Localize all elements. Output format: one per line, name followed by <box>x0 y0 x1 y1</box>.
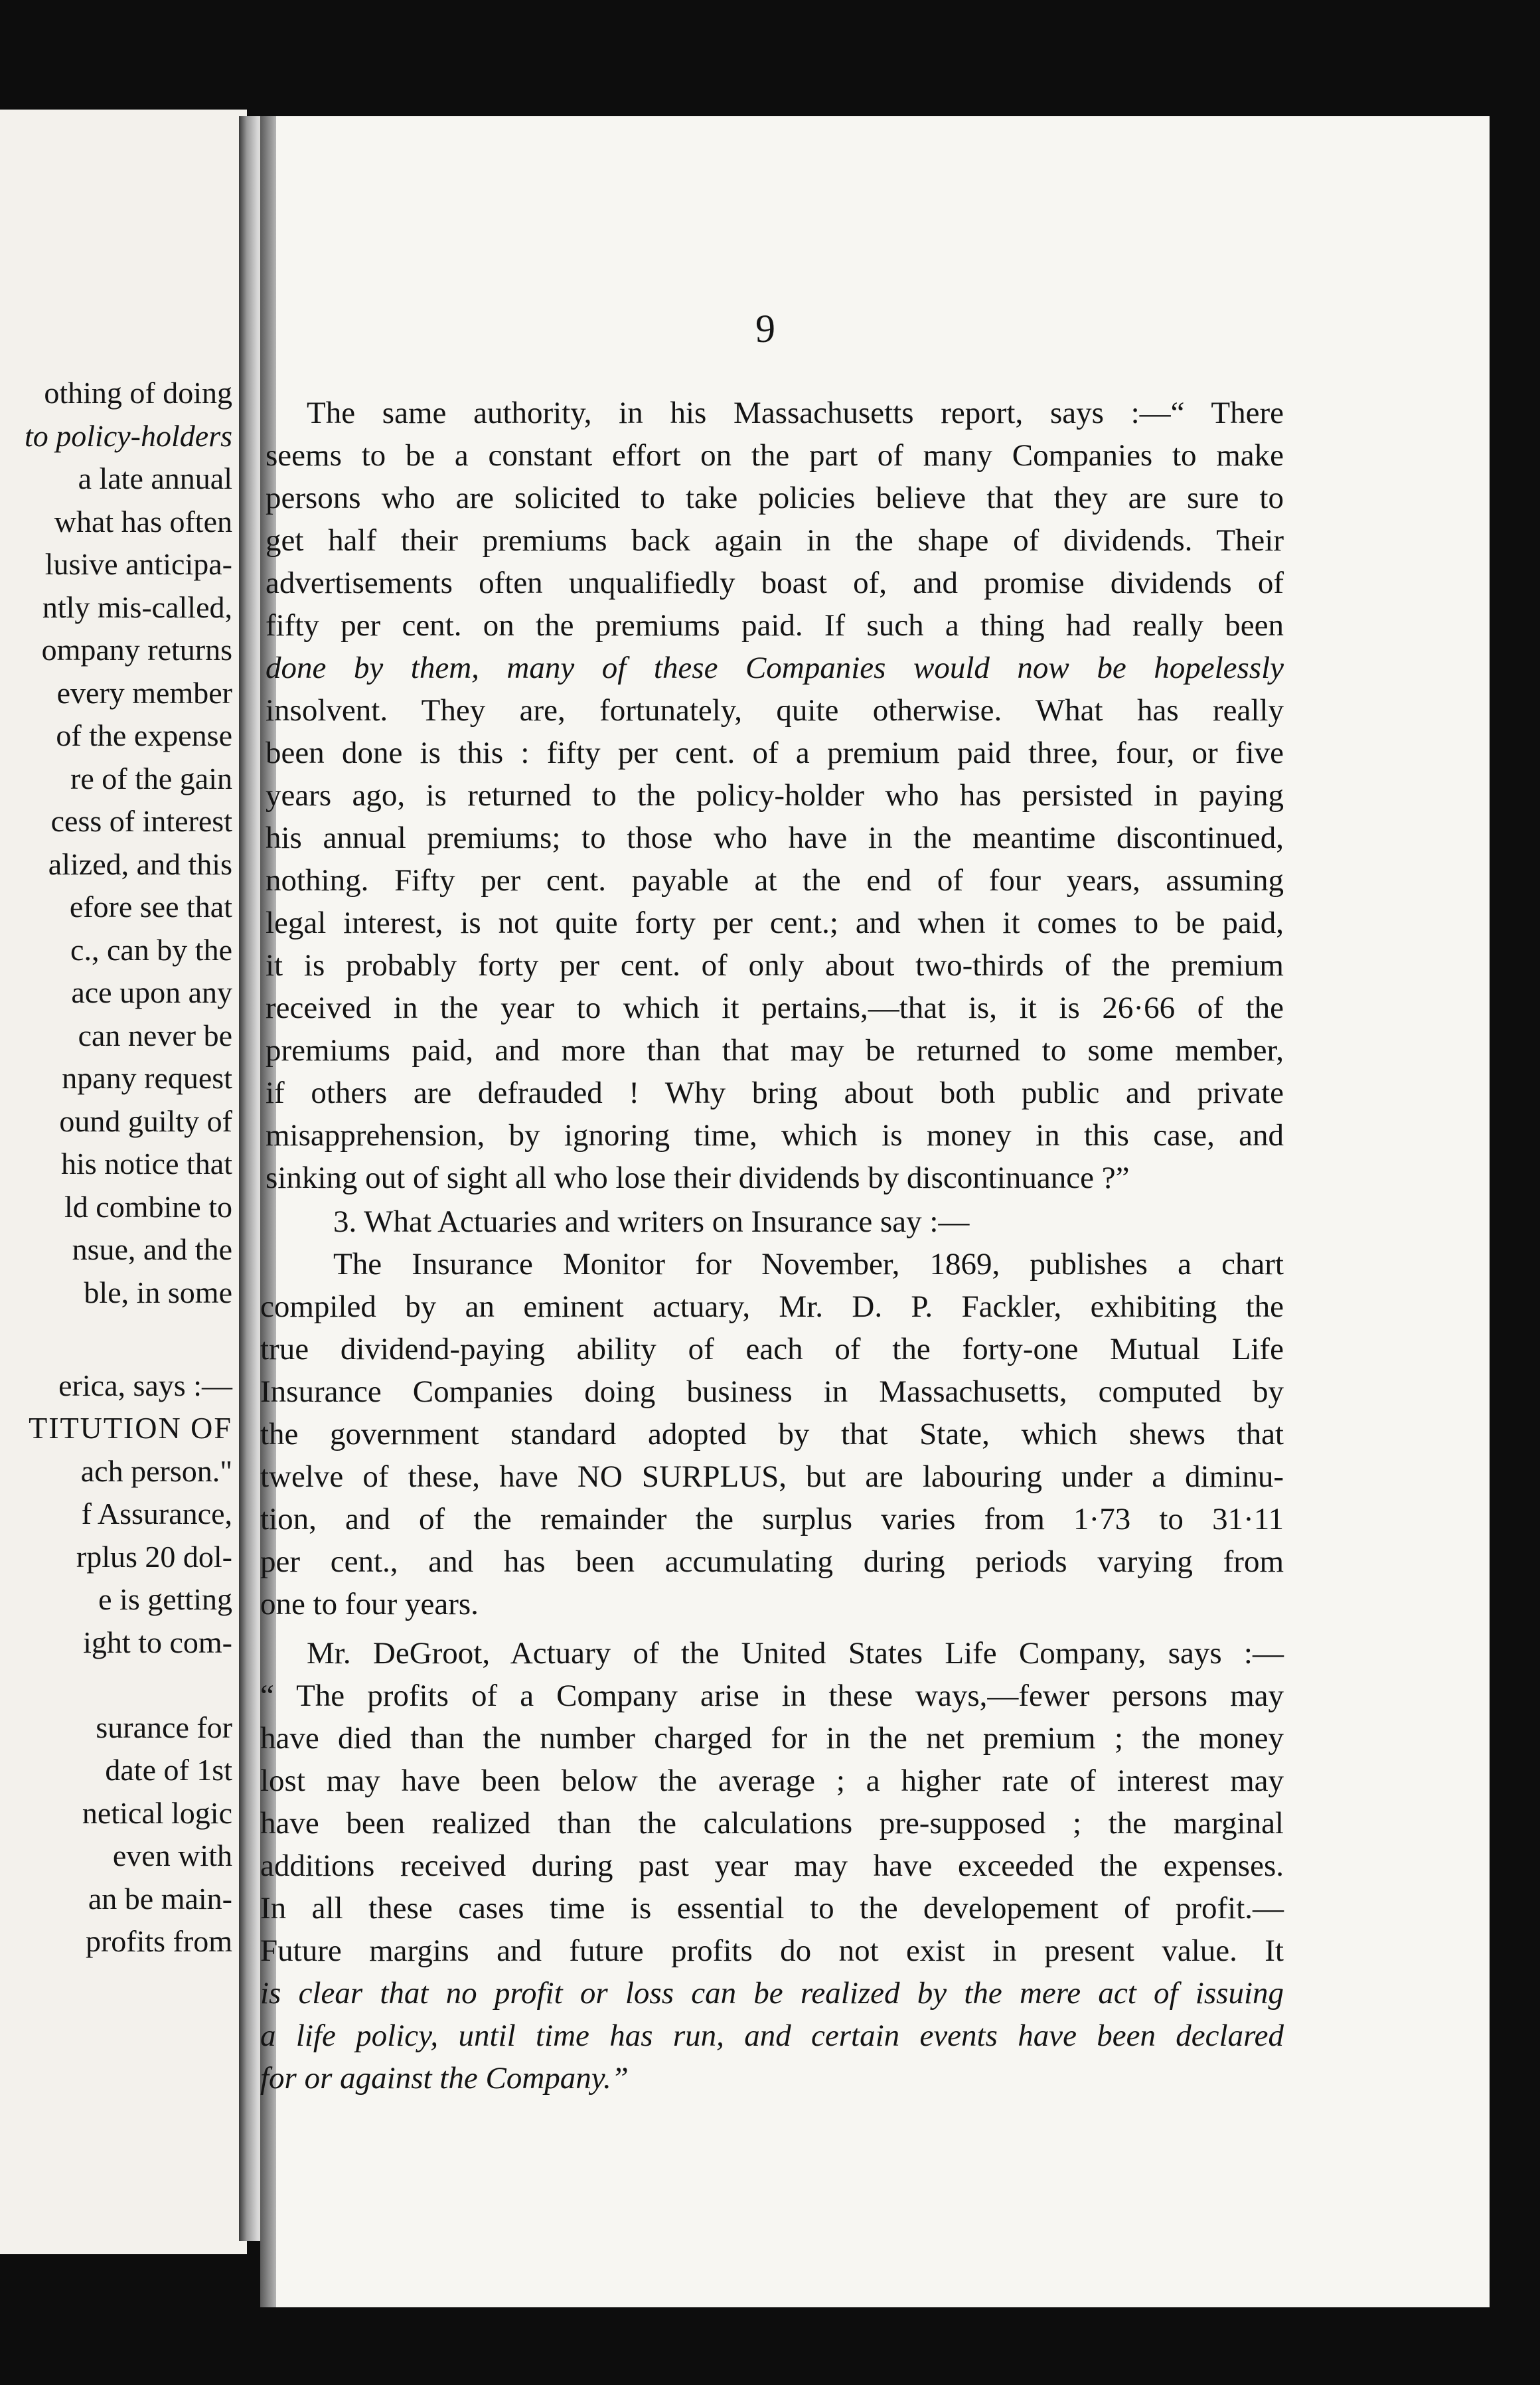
left-line: TITUTION OF <box>29 1411 232 1445</box>
left-line: surance for <box>96 1710 232 1744</box>
text-line: years ago, is returned to the policy-holder who has persisted in paying <box>266 778 1284 813</box>
left-line: ight to com- <box>83 1625 232 1659</box>
text-line: persons who are solicited to take policies believe that they are sure to <box>266 481 1284 515</box>
left-line: othing of doing <box>44 376 232 410</box>
scan-bottom-edge <box>0 2307 1540 2385</box>
left-line: of the expense <box>56 718 232 752</box>
left-line: alized, and this <box>48 847 232 881</box>
text-line: additions received during past year may have exceeded the expenses. <box>260 1849 1284 1883</box>
left-line: can never be <box>78 1018 232 1052</box>
text-line: been done is this : fifty per cent. of a premium paid three, four, or five <box>266 736 1284 770</box>
right-page <box>260 116 1490 2307</box>
text-line: a life policy, until time has run, and certain events have been declared <box>260 2018 1284 2053</box>
left-line: re of the gain <box>70 761 232 795</box>
left-line: his notice that <box>60 1147 232 1181</box>
text-line: one to four years. <box>260 1587 479 1621</box>
text-line: The Insurance Monitor for November, 1869, publishes a chart <box>333 1247 1284 1281</box>
text-line: sinking out of sight all who lose their dividends by discontinuance ?” <box>266 1161 1130 1195</box>
text-line: advertisements often unqualifiedly boast of, and promise dividends of <box>266 566 1284 600</box>
left-line: cess of interest <box>50 804 232 838</box>
left-line: profits from <box>85 1924 232 1958</box>
text-line: lost may have been below the average ; a higher rate of interest may <box>260 1764 1284 1798</box>
left-line: f Assurance, <box>81 1497 232 1530</box>
left-line: rplus 20 dol- <box>76 1539 232 1574</box>
text-line: “ The profits of a Company arise in these ways,—fewer persons may <box>260 1679 1284 1713</box>
text-line: insolvent. They are, fortunately, quite otherwise. What has really <box>266 693 1284 728</box>
text-line: per cent., and has been accumulating during periods varying from <box>260 1544 1284 1579</box>
page-number: 9 <box>755 307 775 351</box>
left-line: ach person." <box>80 1453 232 1488</box>
left-line: ld combine to <box>64 1189 232 1224</box>
text-line: received in the year to which it pertains,—that is, it is 26·66 of the <box>266 991 1284 1025</box>
left-line: what has often <box>54 504 232 538</box>
text-line: Future margins and future profits do not exist in present value. It <box>260 1933 1284 1968</box>
left-line: ntly mis-called, <box>42 590 232 624</box>
text-line: have been realized than the calculations pre-supposed ; the marginal <box>260 1806 1284 1841</box>
text-line: premiums paid, and more than that may be returned to some member, <box>266 1033 1284 1068</box>
left-line: lusive anticipa- <box>44 547 232 581</box>
left-line: to policy-holders <box>25 418 232 453</box>
left-line: even with <box>112 1839 232 1872</box>
text-line: if others are defrauded ! Why bring about both public and private <box>266 1076 1284 1110</box>
left-line: npany request <box>62 1061 232 1095</box>
text-line: compiled by an eminent actuary, Mr. D. P. Fackler, exhibiting the <box>260 1289 1284 1324</box>
text-line: his annual premiums; to those who have in the meantime discontinued, <box>266 821 1284 855</box>
text-line: true dividend-paying ability of each of the forty-one Mutual Life <box>260 1332 1284 1366</box>
text-line: Insurance Companies doing business in Massachusetts, computed by <box>260 1374 1284 1409</box>
text-line: seems to be a constant effort on the part of many Companies to make <box>266 438 1284 473</box>
text-line: legal interest, is not quite forty per cent.; and when it comes to be paid, <box>266 906 1284 940</box>
left-line: nsue, and the <box>72 1232 232 1266</box>
text-line: for or against the Company.” <box>260 2061 629 2096</box>
text-line: have died than the number charged for in the net premium ; the money <box>260 1721 1284 1756</box>
text-line: twelve of these, have NO SURPLUS, but are labouring under a diminu- <box>260 1459 1284 1494</box>
text-line: it is probably forty per cent. of only about two-thirds of the premium <box>266 948 1284 983</box>
text-line: misapprehension, by ignoring time, which is money in this case, and <box>266 1118 1284 1153</box>
left-page-fragment <box>0 110 247 2254</box>
text-line: fifty per cent. on the premiums paid. If such a thing had really been <box>266 608 1284 643</box>
text-line: get half their premiums back again in the shape of dividends. Their <box>266 523 1284 558</box>
body-text <box>260 116 1490 2307</box>
text-line: the government standard adopted by that State, which shews that <box>260 1417 1284 1451</box>
left-line: ble, in some <box>84 1275 232 1309</box>
left-line: a late annual <box>78 461 232 495</box>
left-line: date of 1st <box>105 1753 232 1787</box>
left-line: efore see that <box>69 890 232 924</box>
text-line: done by them, many of these Companies would now be hopelessly <box>266 651 1284 685</box>
left-line: ound guilty of <box>59 1104 232 1138</box>
left-line: ompany returns <box>41 633 232 667</box>
text-line: is clear that no profit or loss can be realized by the mere act of issuing <box>260 1976 1284 2011</box>
text-line: The same authority, in his Massachusetts report, says :—“ There <box>307 396 1284 430</box>
left-line: erica, says :— <box>58 1368 232 1402</box>
left-line: an be main- <box>88 1881 232 1916</box>
left-page-text <box>25 372 232 1963</box>
left-line: netical logic <box>82 1795 232 1830</box>
text-line: In all these cases time is essential to the developement of profit.— <box>260 1891 1284 1926</box>
left-line: c., can by the <box>70 932 232 967</box>
text-line: Mr. DeGroot, Actuary of the United States Life Company, says :— <box>307 1636 1284 1671</box>
text-line: nothing. Fifty per cent. payable at the end of four years, assuming <box>266 863 1284 898</box>
left-line: every member <box>56 675 232 710</box>
left-line: ace upon any <box>71 975 232 1009</box>
left-line: e is getting <box>98 1582 232 1616</box>
text-line: tion, and of the remainder the surplus varies from 1·73 to 31·11 <box>260 1502 1284 1536</box>
section-heading: 3. What Actuaries and writers on Insurance say :— <box>333 1204 970 1239</box>
